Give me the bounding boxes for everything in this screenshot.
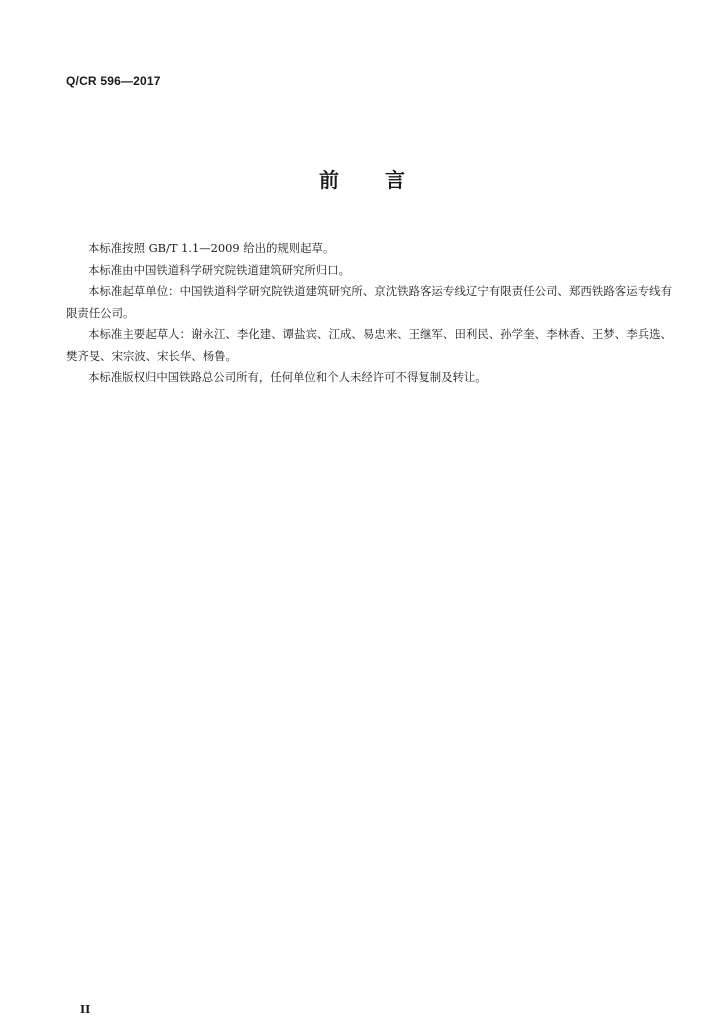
paragraph-drafting-rules: 本标准按照 GB/T 1.1—2009 给出的规则起草。 [88,241,335,255]
paragraph-drafters: 本标准主要起草人：谢永江、李化建、谭盐宾、江成、易忠来、王继军、田利民、孙学奎、李林香、王梦、李兵选、樊齐旻、宋宗波、宋长华、杨鲁。 [66,327,672,363]
paragraph-drafting-units: 本标准起草单位：中国铁道科学研究院铁道建筑研究所、京沈铁路客运专线辽宁有限责任公司、郑西铁路客运专线有限责任公司。 [66,284,672,320]
paragraph-copyright: 本标准版权归中国铁路总公司所有，任何单位和个人未经许可不得复制及转让。 [88,370,487,384]
standard-code: Q/CR 596—2017 [66,74,161,88]
document-body [66,238,672,389]
paragraph-responsible-body: 本标准由中国铁道科学研究院铁道建筑研究所归口。 [88,262,350,277]
page-title: 前言 [319,168,451,192]
page-number: II [80,1003,91,1016]
